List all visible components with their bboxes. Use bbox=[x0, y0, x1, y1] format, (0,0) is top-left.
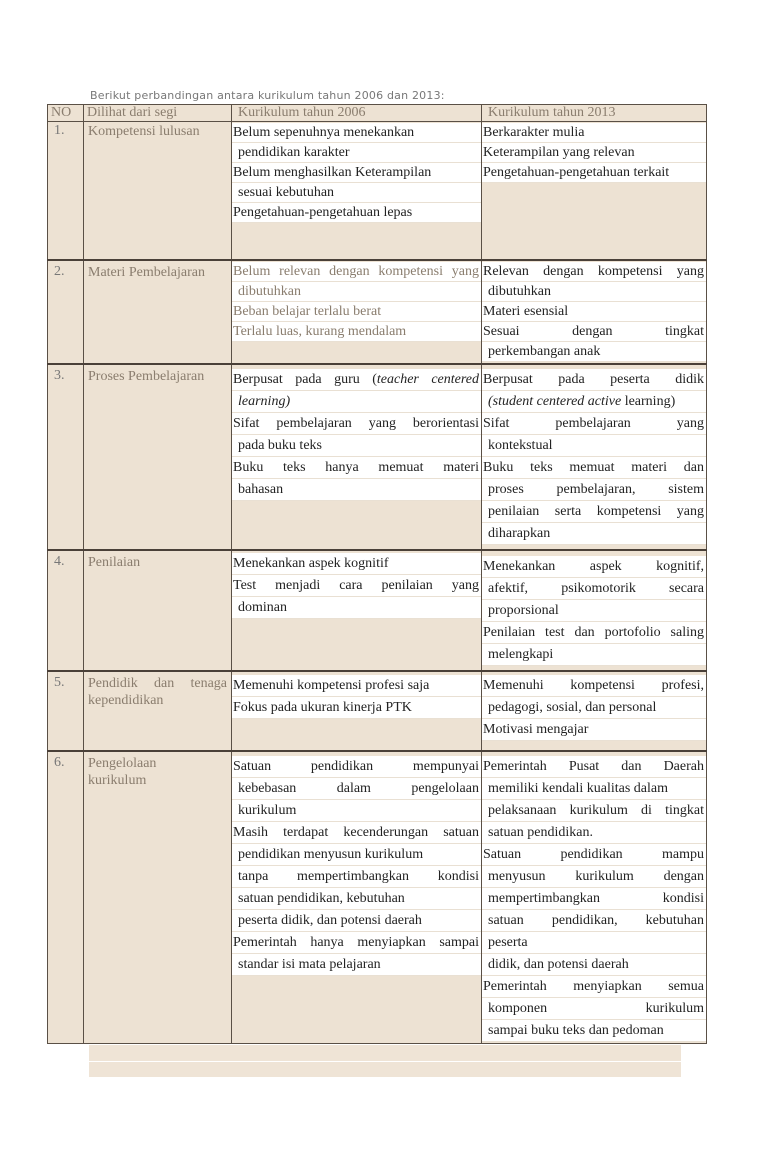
list-item: proporsional bbox=[482, 600, 706, 622]
list-item: Belum sepenuhnya menekankan bbox=[232, 123, 481, 143]
table-row bbox=[48, 364, 707, 550]
list-item: Berpusat pada peserta didik bbox=[482, 369, 706, 391]
list-item: Motivasi mengajar bbox=[482, 719, 706, 741]
list-item: Beban belajar terlalu berat bbox=[232, 302, 481, 322]
list-item: Satuan pendidikan mempunyai bbox=[232, 756, 481, 778]
row-number: 1. bbox=[48, 122, 84, 260]
list-item: pedagogi, sosial, dan personal bbox=[482, 697, 706, 719]
list-item: Materi esensial bbox=[482, 302, 706, 322]
table-row bbox=[48, 122, 707, 260]
list-item: komponen kurikulum bbox=[482, 998, 706, 1020]
row-aspect: Pengelolaan kurikulum bbox=[84, 751, 232, 1044]
cell-2006 bbox=[232, 550, 482, 671]
list-item: Pengetahuan-pengetahuan terkait bbox=[482, 163, 706, 183]
list-item: satuan pendidikan, kebutuhan bbox=[232, 888, 481, 910]
cell-2013 bbox=[482, 260, 707, 364]
table-row bbox=[48, 671, 707, 751]
list-item: Pemerintah menyiapkan semua bbox=[482, 976, 706, 998]
list-item: sampai buku teks dan pedoman bbox=[482, 1020, 706, 1042]
list-item: Belum menghasilkan Keterampilan bbox=[232, 163, 481, 183]
list-item: Terlalu luas, kurang mendalam bbox=[232, 322, 481, 342]
list-item: Berkarakter mulia bbox=[482, 123, 706, 143]
list-item: Buku teks hanya memuat materi bbox=[232, 457, 481, 479]
list-item: Pemerintah hanya menyiapkan sampai bbox=[232, 932, 481, 954]
intro-text: Berikut perbandingan antara kurikulum tahun 2006 dan 2013: bbox=[90, 89, 445, 102]
list-item: Belum relevan dengan kompetensi yang bbox=[232, 262, 481, 282]
list-item: dominan bbox=[232, 597, 481, 619]
list-item: Relevan dengan kompetensi yang bbox=[482, 262, 706, 282]
list-item: sesuai kebutuhan bbox=[232, 183, 481, 203]
list-item: dibutuhkan bbox=[232, 282, 481, 302]
list-item: satuan pendidikan. bbox=[482, 822, 706, 844]
list-item: diharapkan bbox=[482, 523, 706, 545]
cell-2013 bbox=[482, 671, 707, 751]
list-item: Menekankan aspek kognitif, bbox=[482, 556, 706, 578]
row-aspect: Kompetensi lulusan bbox=[84, 122, 232, 260]
list-item: kurikulum bbox=[232, 800, 481, 822]
list-item: pendidikan menyusun kurikulum bbox=[232, 844, 481, 866]
table-row bbox=[48, 550, 707, 671]
cell-2013 bbox=[482, 550, 707, 671]
list-item: Sesuai dengan tingkat bbox=[482, 322, 706, 342]
list-item: peserta didik, dan potensi daerah bbox=[232, 910, 481, 932]
list-item: afektif, psikomotorik secara bbox=[482, 578, 706, 600]
list-item: Memenuhi kompetensi profesi, bbox=[482, 675, 706, 697]
row-number: 4. bbox=[48, 550, 84, 671]
list-item: tanpa mempertimbangkan kondisi bbox=[232, 866, 481, 888]
list-item: melengkapi bbox=[482, 644, 706, 666]
cell-2006 bbox=[232, 364, 482, 550]
list-item: Masih terdapat kecenderungan satuan bbox=[232, 822, 481, 844]
list-item: kebebasan dalam pengelolaan bbox=[232, 778, 481, 800]
list-item: Pemerintah Pusat dan Daerah bbox=[482, 756, 706, 778]
list-item: penilaian serta kompetensi yang bbox=[482, 501, 706, 523]
list-item: pelaksanaan kurikulum di tingkat bbox=[482, 800, 706, 822]
list-item: Menekankan aspek kognitif bbox=[232, 553, 481, 575]
header-kurikulum-2013: Kurikulum tahun 2013 bbox=[482, 105, 707, 122]
list-item: Keterampilan yang relevan bbox=[482, 143, 706, 163]
list-item: pendidikan karakter bbox=[232, 143, 481, 163]
row-aspect: Materi Pembelajaran bbox=[84, 260, 232, 364]
list-item: Fokus pada ukuran kinerja PTK bbox=[232, 697, 481, 719]
list-item: Satuan pendidikan mampu bbox=[482, 844, 706, 866]
row-number: 3. bbox=[48, 364, 84, 550]
cell-2006 bbox=[232, 751, 482, 1044]
cell-2013 bbox=[482, 751, 707, 1044]
list-item: mempertimbangkan kondisi bbox=[482, 888, 706, 910]
table-row bbox=[48, 260, 707, 364]
header-segi: Dilihat dari segi bbox=[84, 105, 232, 122]
list-item: perkembangan anak bbox=[482, 342, 706, 362]
list-item: pada buku teks bbox=[232, 435, 481, 457]
list-item: proses pembelajaran, sistem bbox=[482, 479, 706, 501]
list-item: learning) bbox=[232, 391, 481, 413]
row-number: 5. bbox=[48, 671, 84, 751]
row-aspect: Pendidik dan tenaga kependidikan bbox=[84, 671, 232, 751]
list-item: Sifat pembelajaran yang berorientasi bbox=[232, 413, 481, 435]
list-item: menyusun kurikulum dengan bbox=[482, 866, 706, 888]
list-item: Buku teks memuat materi dan bbox=[482, 457, 706, 479]
cell-2013 bbox=[482, 364, 707, 550]
comparison-table bbox=[47, 104, 707, 1044]
list-item: Sifat pembelajaran yang bbox=[482, 413, 706, 435]
list-item: dibutuhkan bbox=[482, 282, 706, 302]
header-no: NO bbox=[48, 105, 84, 122]
list-item: Pengetahuan-pengetahuan lepas bbox=[232, 203, 481, 223]
footer-bar bbox=[89, 1044, 681, 1077]
list-item: peserta bbox=[482, 932, 706, 954]
cell-2006 bbox=[232, 260, 482, 364]
cell-2006 bbox=[232, 122, 482, 260]
row-aspect: Proses Pembelajaran bbox=[84, 364, 232, 550]
list-item: standar isi mata pelajaran bbox=[232, 954, 481, 976]
list-item: didik, dan potensi daerah bbox=[482, 954, 706, 976]
list-item: memiliki kendali kualitas dalam bbox=[482, 778, 706, 800]
list-item: Memenuhi kompetensi profesi saja bbox=[232, 675, 481, 697]
row-aspect: Penilaian bbox=[84, 550, 232, 671]
list-item: Penilaian test dan portofolio saling bbox=[482, 622, 706, 644]
table-header-row bbox=[48, 105, 707, 122]
list-item: Test menjadi cara penilaian yang bbox=[232, 575, 481, 597]
list-item: (student centered active learning) bbox=[482, 391, 706, 413]
cell-2006 bbox=[232, 671, 482, 751]
list-item: satuan pendidikan, kebutuhan bbox=[482, 910, 706, 932]
table-row bbox=[48, 751, 707, 1044]
list-item: kontekstual bbox=[482, 435, 706, 457]
row-number: 2. bbox=[48, 260, 84, 364]
row-number: 6. bbox=[48, 751, 84, 1044]
list-item: Berpusat pada guru (teacher centered bbox=[232, 369, 481, 391]
header-kurikulum-2006: Kurikulum tahun 2006 bbox=[232, 105, 482, 122]
cell-2013 bbox=[482, 122, 707, 260]
list-item: bahasan bbox=[232, 479, 481, 501]
